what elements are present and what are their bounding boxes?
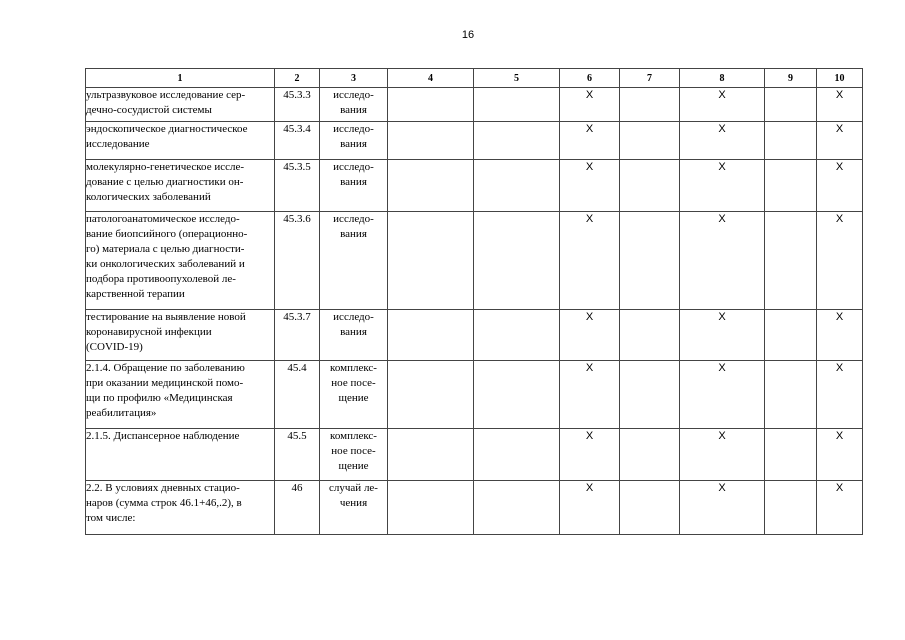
header-cell: 9 [765,69,817,88]
cell-col-9 [765,429,817,481]
row-code: 45.3.6 [275,212,320,310]
cell-col-7 [620,361,680,429]
header-cell: 5 [474,69,560,88]
row-unit: исследо- вания [320,88,388,122]
cell-col-5 [474,310,560,361]
cell-col-5 [474,88,560,122]
cell-col-4 [388,88,474,122]
header-cell: 4 [388,69,474,88]
cell-col-8: Х [680,310,765,361]
header-cell: 7 [620,69,680,88]
cell-col-10: Х [817,88,863,122]
cell-col-9 [765,122,817,160]
cell-col-6: Х [560,212,620,310]
header-cell: 6 [560,69,620,88]
row-unit: исследо- вания [320,212,388,310]
cell-col-5 [474,429,560,481]
cell-col-5 [474,160,560,212]
table-row [86,160,863,212]
cell-col-6: Х [560,122,620,160]
cell-col-9 [765,310,817,361]
cell-col-8: Х [680,122,765,160]
row-code: 45.3.4 [275,122,320,160]
row-code: 45.4 [275,361,320,429]
cell-col-7 [620,160,680,212]
header-row [86,69,863,88]
cell-col-7 [620,481,680,535]
row-code: 45.3.3 [275,88,320,122]
row-unit: комплекс- ное посе- щение [320,361,388,429]
cell-col-7 [620,122,680,160]
row-name: 2.1.4. Обращение по заболеванию при оказании медицинской помо- щи по профилю «Медицинская реабилитация» [86,361,275,429]
cell-col-5 [474,212,560,310]
header-cell: 8 [680,69,765,88]
row-name: патологоанатомическое исследо- вание биопсийного (операционно- го) материала с целью диагности- ки онкологических заболеваний и подбора противоопухолевой ле- карственной терапии [86,212,275,310]
row-name: эндоскопическое диагностическое исследование [86,122,275,160]
data-table [85,68,863,535]
header-cell: 2 [275,69,320,88]
row-name: 2.1.5. Диспансерное наблюдение [86,429,275,481]
table-row [86,481,863,535]
row-name: молекулярно-генетическое иссле- дование с целью диагностики он- кологических заболеваний [86,160,275,212]
row-unit: исследо- вания [320,122,388,160]
row-unit: исследо- вания [320,310,388,361]
cell-col-9 [765,481,817,535]
row-code: 45.3.7 [275,310,320,361]
page-number: 16 [461,29,475,41]
header-cell: 3 [320,69,388,88]
header-cell: 10 [817,69,863,88]
cell-col-6: Х [560,429,620,481]
cell-col-5 [474,481,560,535]
cell-col-6: Х [560,310,620,361]
cell-col-6: Х [560,361,620,429]
cell-col-4 [388,310,474,361]
cell-col-5 [474,361,560,429]
cell-col-10: Х [817,310,863,361]
cell-col-10: Х [817,481,863,535]
row-name: 2.2. В условиях дневных стацио- наров (сумма строк 46.1+46,.2), в том числе: [86,481,275,535]
row-unit: комплекс- ное посе- щение [320,429,388,481]
cell-col-10: Х [817,212,863,310]
cell-col-7 [620,88,680,122]
table-row [86,429,863,481]
table-row [86,212,863,310]
cell-col-4 [388,429,474,481]
cell-col-7 [620,212,680,310]
header-cell: 1 [86,69,275,88]
cell-col-4 [388,361,474,429]
cell-col-4 [388,212,474,310]
row-code: 45.5 [275,429,320,481]
row-name: тестирование на выявление новой коронавирусной инфекции (COVID-19) [86,310,275,361]
cell-col-8: Х [680,160,765,212]
cell-col-8: Х [680,88,765,122]
cell-col-6: Х [560,481,620,535]
cell-col-4 [388,122,474,160]
row-name: ультразвуковое исследование сер- дечно-сосудистой системы [86,88,275,122]
cell-col-8: Х [680,429,765,481]
cell-col-9 [765,361,817,429]
row-unit: случай ле- чения [320,481,388,535]
cell-col-9 [765,160,817,212]
cell-col-8: Х [680,361,765,429]
cell-col-10: Х [817,122,863,160]
cell-col-4 [388,160,474,212]
cell-col-10: Х [817,361,863,429]
table-row [86,88,863,122]
cell-col-10: Х [817,429,863,481]
cell-col-8: Х [680,212,765,310]
cell-col-7 [620,429,680,481]
cell-col-6: Х [560,160,620,212]
cell-col-9 [765,212,817,310]
cell-col-7 [620,310,680,361]
table-row [86,122,863,160]
cell-col-6: Х [560,88,620,122]
table-row [86,361,863,429]
cell-col-5 [474,122,560,160]
cell-col-9 [765,88,817,122]
row-unit: исследо- вания [320,160,388,212]
row-code: 45.3.5 [275,160,320,212]
cell-col-4 [388,481,474,535]
row-code: 46 [275,481,320,535]
table-row [86,310,863,361]
cell-col-10: Х [817,160,863,212]
cell-col-8: Х [680,481,765,535]
